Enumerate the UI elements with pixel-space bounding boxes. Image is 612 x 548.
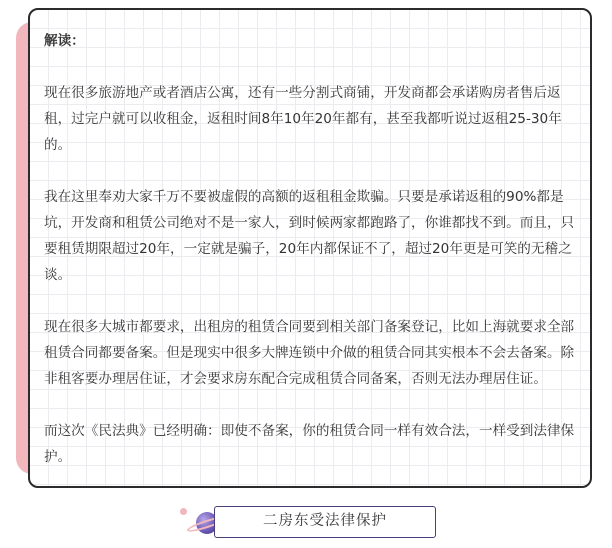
pink-dot-decoration: [180, 508, 187, 515]
paragraph-4: 而这次《民法典》已经明确：即使不备案，你的租赁合同一样有效合法，一样受到法律保护。: [44, 423, 575, 465]
card-heading: 解读：: [44, 33, 85, 49]
paragraph-3: 现在很多大城市都要求，出租房的租赁合同要到相关部门备案登记，比如上海就要求全部租赁合同都要备案。但是现实中很多大牌连锁中介做的租赁合同其实根本不会去备案。除非租客要办理居住证，才会要求房东配合完成租赁合同备案，否则无法办理居住证。: [44, 319, 575, 387]
section-title-box: 二房东受法律保护: [214, 506, 436, 538]
paragraph-1: 现在很多旅游地产或者酒店公寓，还有一些分割式商铺，开发商都会承诺购房者售后返租，过完户就可以收租金，返租时间8年10年20年都有，甚至我都听说过返租25-30年的。: [44, 85, 562, 153]
paragraph-2: 我在这里奉劝大家千万不要被虚假的高额的返租租金欺骗。只要是承诺返租的90%都是坑，开发商和租赁公司绝对不是一家人，到时候两家都跑路了，你谁都找不到。而且，只要租赁期限超过20年，一定就是骗子，20年内都保证不了，超过20年更是可笑的无稽之谈。: [44, 189, 575, 283]
commentary-card: [28, 8, 592, 488]
footer-section-label: [178, 504, 442, 540]
